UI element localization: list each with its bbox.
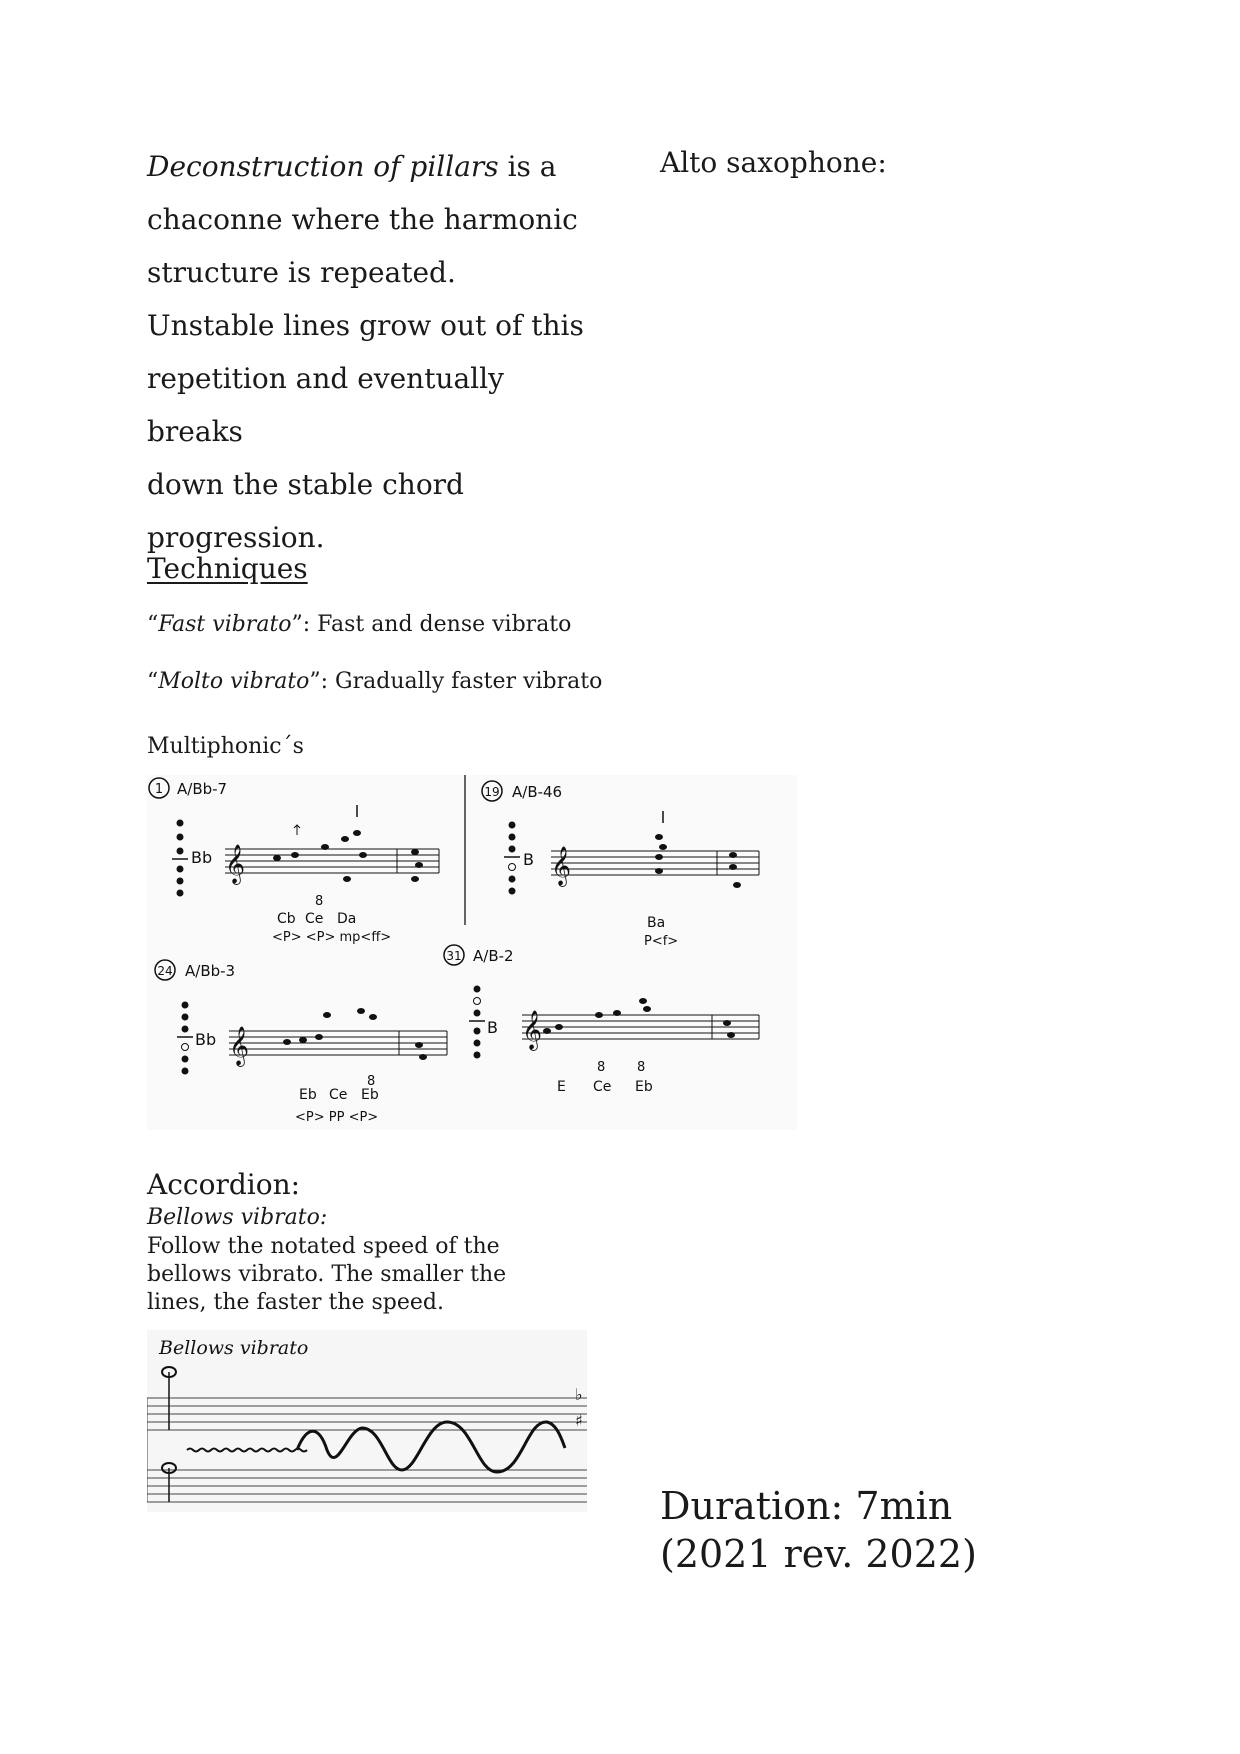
svg-text:Bb: Bb	[191, 848, 213, 867]
svg-text:8: 8	[367, 1074, 376, 1089]
svg-text:Ba: Ba	[647, 915, 666, 931]
molto-vibrato-term: Molto vibrato	[158, 669, 310, 694]
svg-text:8: 8	[637, 1060, 646, 1075]
svg-text:B: B	[523, 850, 534, 869]
svg-text:Eb: Eb	[361, 1087, 379, 1103]
fast-vibrato-term: Fast vibrato	[158, 612, 292, 637]
bellows-vibrato-figure	[147, 1330, 587, 1512]
svg-text:E: E	[557, 1079, 566, 1095]
svg-text:Eb: Eb	[299, 1087, 317, 1103]
svg-text:B: B	[487, 1018, 498, 1037]
svg-text:𝄞: 𝄞	[522, 1010, 543, 1050]
svg-text:<P> <P> mp<ff>: <P> <P> mp<ff>	[272, 930, 392, 945]
svg-text:8: 8	[315, 894, 324, 909]
svg-text:8: 8	[597, 1060, 606, 1075]
svg-text:A/Bb-7: A/Bb-7	[177, 780, 228, 798]
fast-vibrato-line: “Fast vibrato”: Fast and dense vibrato	[147, 612, 572, 637]
svg-text:Ce: Ce	[329, 1087, 348, 1103]
duration-block	[660, 1482, 977, 1578]
composition-year: (2021 rev. 2022)	[660, 1532, 977, 1576]
alto-saxophone-heading: Alto saxophone:	[660, 146, 887, 179]
multiphonics-label: Multiphonic´s	[147, 734, 304, 759]
svg-text:Eb: Eb	[635, 1079, 653, 1095]
bellows-figure-label: Bellows vibrato	[159, 1337, 309, 1359]
svg-text:24: 24	[157, 964, 173, 978]
bellows-vibrato-title: Bellows vibrato:	[147, 1205, 328, 1230]
intro-line-4: Unstable lines grow out of this	[147, 309, 584, 342]
accordion-heading: Accordion:	[147, 1168, 301, 1201]
intro-line-5: repetition and eventually breaks	[147, 362, 504, 448]
intro-line-2: chaconne where the harmonic	[147, 203, 578, 236]
intro-paragraph	[147, 140, 587, 564]
svg-text:P<f>: P<f>	[644, 934, 679, 949]
svg-text:A/B-2: A/B-2	[473, 947, 514, 965]
svg-text:Ce: Ce	[305, 911, 324, 927]
bellows-vibrato-description: Follow the notated speed of the bellows vibrato. The smaller the lines, the faster the speed.	[147, 1234, 507, 1315]
piece-title: Deconstruction of pillars	[147, 150, 499, 183]
multiphonics-figure	[147, 775, 797, 1130]
intro-line-6: down the stable chord	[147, 468, 464, 501]
svg-text:Cb: Cb	[277, 911, 296, 927]
svg-text:A/Bb-3: A/Bb-3	[185, 962, 236, 980]
svg-text:♯: ♯	[575, 1411, 583, 1430]
intro-line-3: structure is repeated.	[147, 256, 456, 289]
svg-text:A/B-46: A/B-46	[512, 783, 563, 801]
svg-text:19: 19	[484, 785, 500, 799]
svg-text:𝄞: 𝄞	[229, 1026, 250, 1066]
svg-text:<P> PP <P>: <P> PP <P>	[295, 1110, 379, 1125]
svg-text:𝄞: 𝄞	[225, 844, 246, 884]
techniques-heading: Techniques	[147, 552, 308, 585]
svg-text:Bb: Bb	[195, 1030, 217, 1049]
svg-text:1: 1	[154, 782, 164, 797]
svg-text:Ce: Ce	[593, 1079, 612, 1095]
svg-text:♭: ♭	[575, 1385, 583, 1404]
svg-text:𝄞: 𝄞	[551, 846, 572, 886]
molto-vibrato-line: “Molto vibrato”: Gradually faster vibrato	[147, 669, 603, 694]
intro-line-1: Deconstruction of pillars is a	[147, 150, 557, 183]
svg-text:Da: Da	[337, 911, 357, 927]
intro-line-7: progression.	[147, 521, 325, 554]
duration-text: Duration: 7min	[660, 1484, 953, 1528]
svg-text:31: 31	[446, 949, 462, 963]
